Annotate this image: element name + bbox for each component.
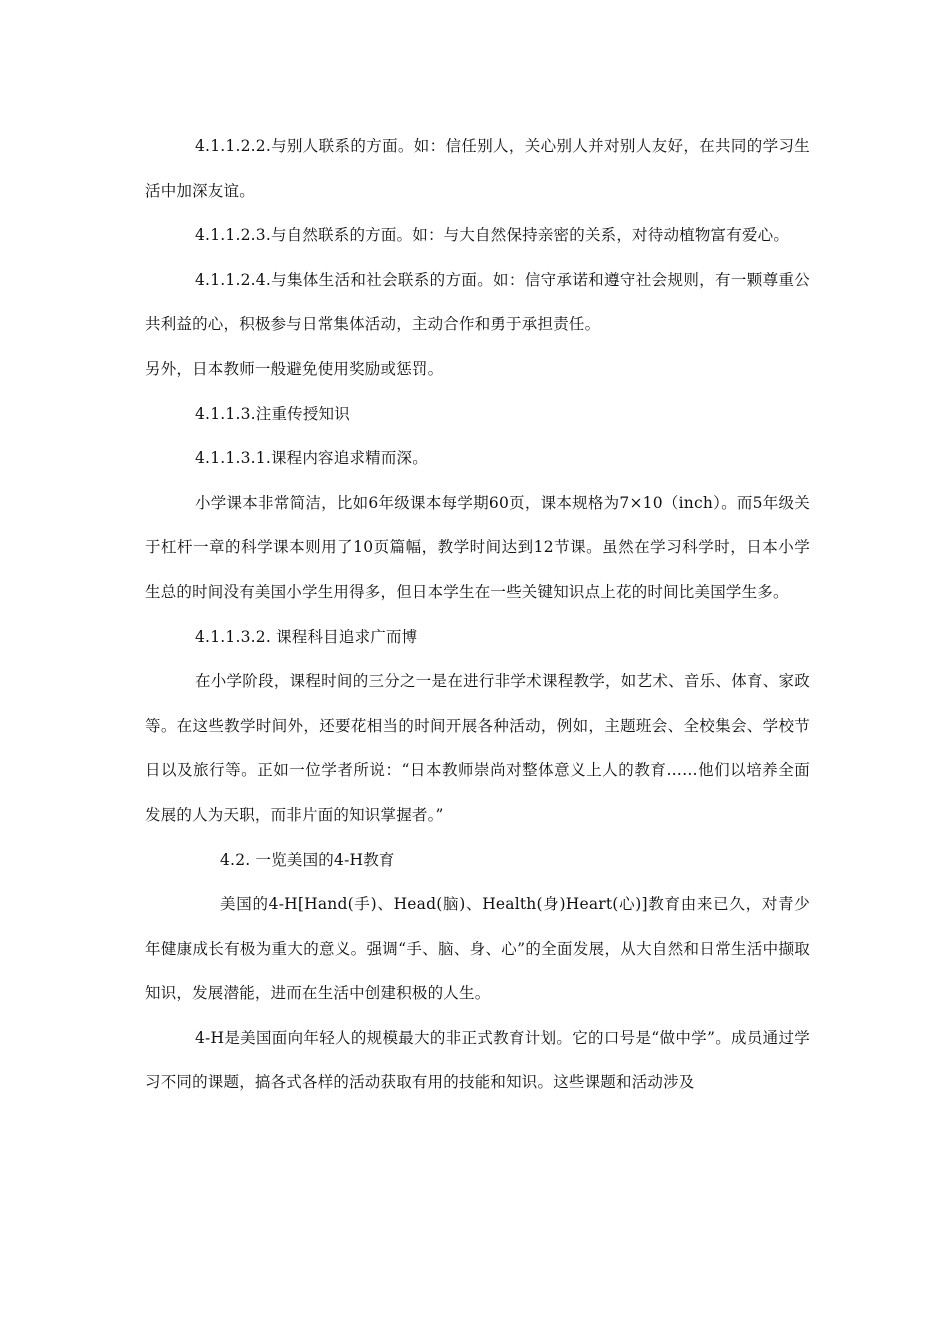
paragraph-rewards-note: 另外，日本教师一般避免使用奖励或惩罚。 [145, 359, 444, 378]
heading-curriculum-depth: 4.1.1.3.1.课程内容追求精而深。 [195, 449, 428, 468]
paragraph-activities: 在小学阶段，课程时间的三分之一是在进行非学术课程教学，如艺术、音乐、体育、家政等。在这些教学时间外，还要花相当的时间开展各种活动，例如，主题班会、全校集会、学校节日以及旅行等。正如一位学者所说：“日本教师崇尚对整体意义上人的教育……他们以培养全面发展的人为天职，而非片面的知识掌握者。” [145, 672, 810, 824]
heading-knowledge: 4.1.1.3.注重传授知识 [195, 404, 350, 423]
paragraph-4h-intro: 美国的4-H[Hand(手)、Head(脑)、Health(身)Heart(心)]教育由来已久，对青少年健康成长有极为重大的意义。强调“手、脑、身、心”的全面发展，从大自然和日常生活中撷取知识，发展潜能，进而在生活中创建积极的人生。 [145, 895, 810, 1003]
paragraph-interpersonal: 4.1.1.2.2.与别人联系的方面。如：信任别人，关心别人并对别人友好，在共同的学习生活中加深友谊。 [145, 137, 810, 200]
paragraph-nature: 4.1.1.2.3.与自然联系的方面。如：与大自然保持亲密的关系，对待动植物富有爱心。 [195, 226, 790, 245]
paragraph-society: 4.1.1.2.4.与集体生活和社会联系的方面。如：信守承诺和遵守社会规则，有一颗尊重公共利益的心，积极参与日常集体活动，主动合作和勇于承担责任。 [145, 270, 810, 334]
paragraph-4h-program: 4-H是美国面向年轻人的规模最大的非正式教育计划。它的口号是“做中学”。成员通过学习不同的课题，搞各式各样的活动获取有用的技能和知识。这些课题和活动涉及 [145, 1028, 810, 1092]
heading-curriculum-breadth: 4.1.1.3.2. 课程科目追求广而博 [195, 627, 418, 646]
paragraph-textbooks: 小学课本非常简洁，比如6年级课本每学期60页，课本规格为7×10（inch）。而5年级关于杠杆一章的科学课本则用了10页篇幅，教学时间达到12节课。虽然在学习科学时，日本小学生总的时间没有美国小学生用得多，但日本学生在一些关键知识点上花的时间比美国学生多。 [145, 493, 810, 601]
document-body [145, 124, 810, 1105]
heading-4h-education: 4.2. 一览美国的4-H教育 [220, 850, 395, 869]
